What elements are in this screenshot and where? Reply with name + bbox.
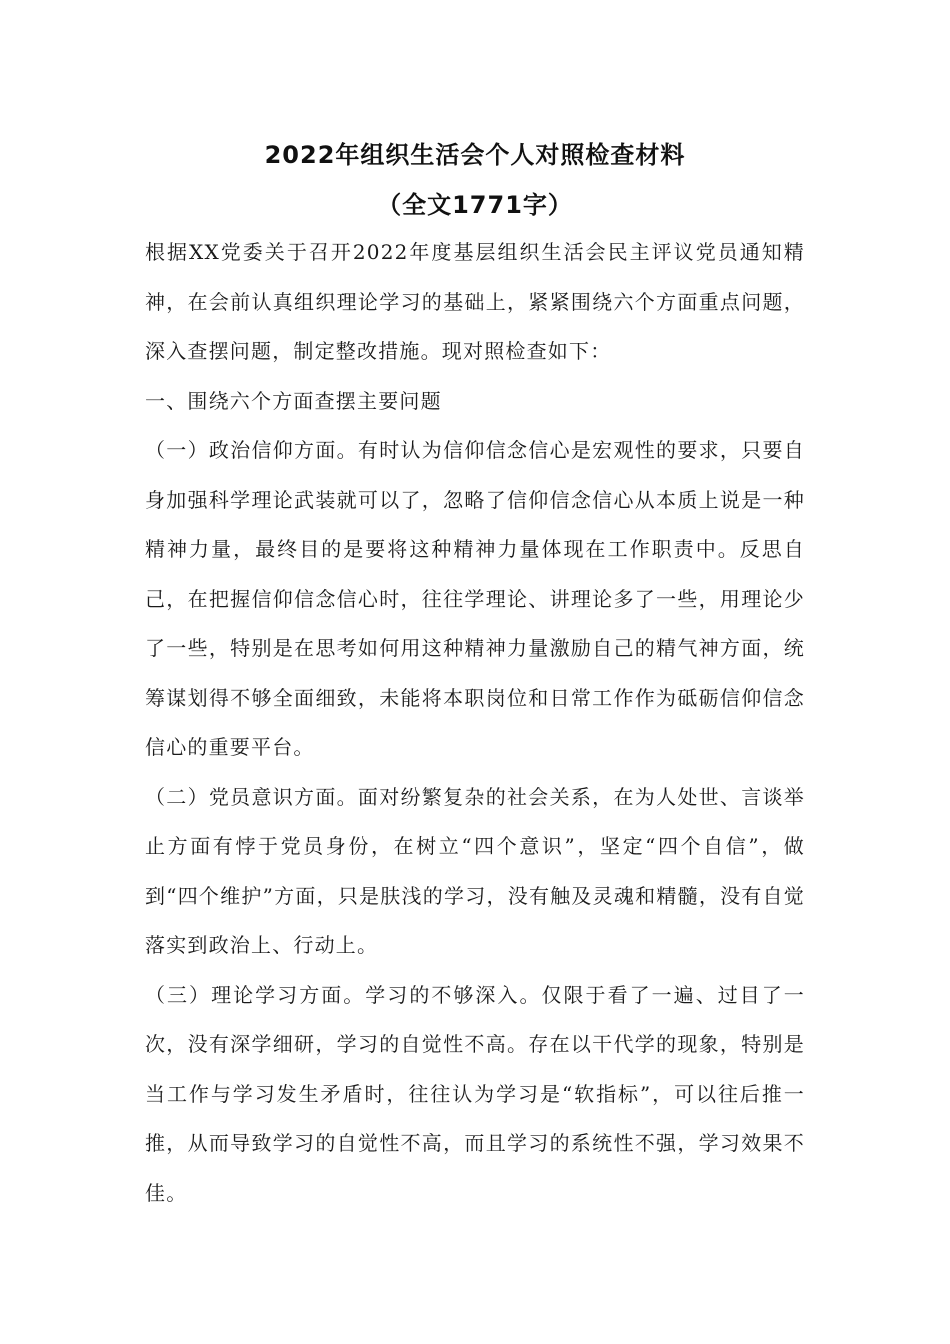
intro-paragraph: 根据XX党委关于召开2022年度基层组织生活会民主评议党员通知精神，在会前认真组织理论学习的基础上，紧紧围绕六个方面重点问题，深入查摆问题，制定整改措施。现对照检查如下： (145, 240, 805, 363)
paragraph-theory-study: （三）理论学习方面。学习的不够深入。仅限于看了一遍、过目了一次，没有深学细研，学习的自觉性不高。存在以干代学的现象，特别是当工作与学习发生矛盾时，往往认为学习是“软指标”，可以往后推一推，从而导致学习的自觉性不高，而且学习的系统性不强，学习效果不佳。 (145, 982, 805, 1205)
document-body (145, 228, 805, 1218)
document-subtitle: （全文1771字） (377, 191, 573, 219)
section-heading: 一、围绕六个方面查摆主要问题 (145, 388, 442, 413)
paragraph-political-belief: （一）政治信仰方面。有时认为信仰信念信心是宏观性的要求，只要自身加强科学理论武装就可以了，忽略了信仰信念信心从本质上说是一种精神力量，最终目的是要将这种精神力量体现在工作职责中。反思自己，在把握信仰信念信心时，往往学理论、讲理论多了一些，用理论少了一些，特别是在思考如何用这种精神力量激励自己的精气神方面，统筹谋划得不够全面细致，未能将本职岗位和日常工作作为砥砺信仰信念信心的重要平台。 (145, 438, 805, 759)
paragraph-party-awareness: （二）党员意识方面。面对纷繁复杂的社会关系，在为人处世、言谈举止方面有悖于党员身份，在树立“四个意识”，坚定“四个自信”，做到“四个维护”方面，只是肤浅的学习，没有触及灵魂和精髓，没有自觉落实到政治上、行动上。 (145, 784, 805, 957)
document-title: 2022年组织生活会个人对照检查材料 (264, 141, 686, 169)
